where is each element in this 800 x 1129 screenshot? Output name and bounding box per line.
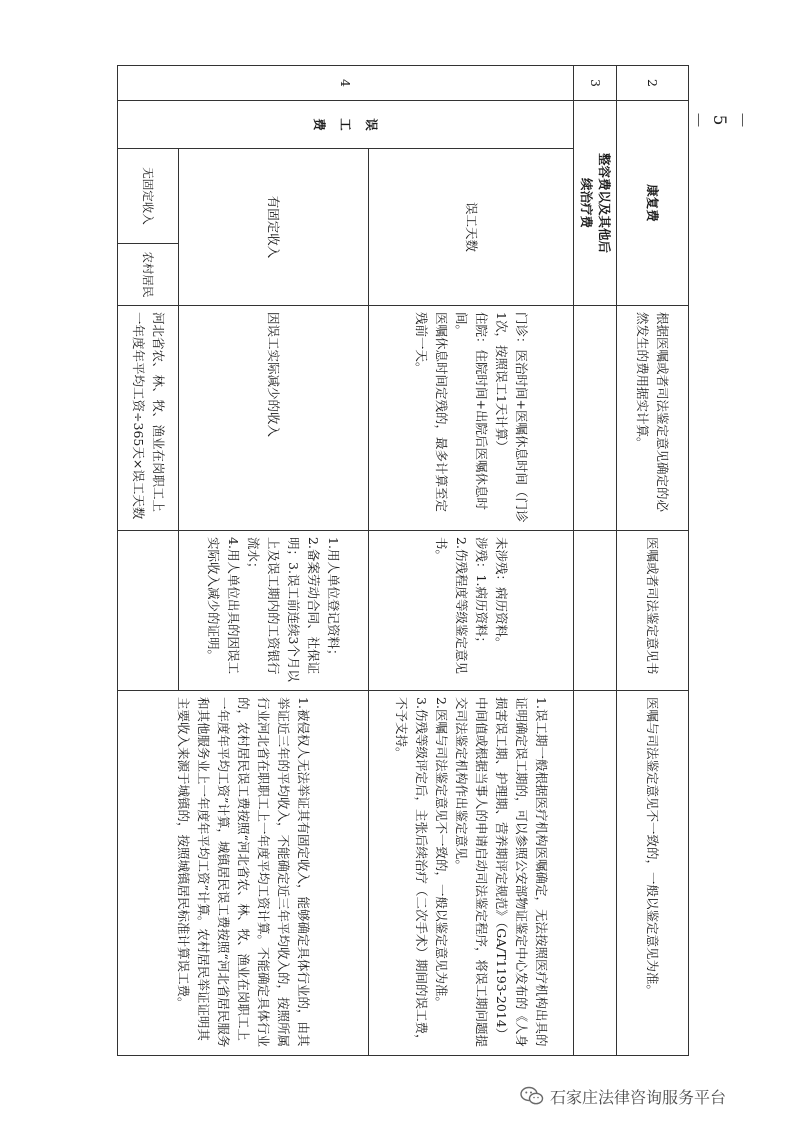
evidence-line: 未涉残：病历资料。	[494, 537, 509, 650]
item-name	[574, 101, 617, 306]
item-name-line: 整容费以及其他后	[597, 153, 612, 254]
notes-cell	[369, 691, 574, 1056]
evidence-line: 4.用人单位出具的因误工实际收入减少的证明。	[206, 537, 242, 674]
notes-cell	[574, 691, 617, 1056]
item-char: 误	[364, 118, 380, 131]
item-name-line: 续治疗费	[579, 178, 594, 229]
notes-cell: 1.被侵权人无法举证其有固定收入，能够确定具体行业的，由其举证近三年的平均收入，不能确定近三年平均收入的，按照所属行业河北省在职职工上一年度平均工资计算。不能确定具体行业的，农村居民误工费按照“河北省农、林、牧、渔业在岗职工上一年度年平均工资”计算，城镇居民误工费按照“河北省居民服务和其他服务业上一年度年平均工资”计算。农村居民举证证明其主要收入来源于城镇的，按照城镇居民标准计算误工费。	[118, 691, 369, 1056]
sub-item-label: 无固定收入	[118, 149, 179, 244]
wechat-icon	[520, 1086, 544, 1106]
rotated-table-wrapper	[119, 65, 689, 1055]
standard-line: 医嘱休息时间定残的，最多计算至定残前一天。	[414, 312, 449, 513]
table-row	[617, 66, 689, 1056]
standard-cell: 因误工实际减少的收入	[179, 306, 369, 531]
evidence-cell: 医嘱或者司法鉴定意见书	[617, 531, 689, 691]
table-row	[179, 66, 369, 1056]
sub-item-sublabel: 农村居民	[118, 244, 179, 306]
evidence-cell	[118, 531, 179, 691]
item-name: 康复费	[617, 101, 689, 306]
notes-cell: 医嘱与司法鉴定意见不一致的，一般以鉴定意见为准。	[617, 691, 689, 1056]
item-name	[118, 101, 574, 149]
row-number: 4	[118, 66, 574, 101]
sub-item-label: 有固定收入	[179, 149, 369, 306]
item-char: 费	[312, 118, 328, 131]
page-number: － 5 －	[687, 111, 751, 129]
standard-cell: 河北省农、林、牧、渔业在岗职工上一年度年平均工资÷365天×误工天数	[118, 306, 179, 531]
evidence-line: 1.用人单位登记资料；	[326, 537, 342, 662]
table-row	[369, 66, 574, 1056]
compensation-table	[117, 65, 689, 1056]
standard-cell	[369, 306, 574, 531]
evidence-cell	[179, 531, 369, 691]
standard-line: 住院：住院时间+出院后医嘱休息时间。	[454, 312, 489, 511]
sub-item-label: 误工天数	[369, 149, 574, 306]
evidence-cell	[574, 531, 617, 691]
standard-cell	[574, 306, 617, 531]
note-line: 1.误工期一般根据医疗机构医嘱确定，无法按照医疗机构出具的证明确定误工期的，可以参照公安部物证鉴定中心发布的《人身损害误工期、护理期、营养期评定规范》（GA/T1193-2014）中间值或根据当事人的申请启动司法鉴定程序，将误工期问题提交司法鉴定机构作出鉴定意见。	[454, 697, 549, 1048]
watermark-text: 石家庄法律咨询服务平台	[550, 1087, 727, 1107]
item-char: 工	[338, 118, 354, 131]
standard-cell: 根据医嘱或者司法鉴定意见确定的必然发生的费用据实计算。	[617, 306, 689, 531]
note-line: 2.医嘱与司法鉴定意见不一致的，一般以鉴定意见为准。	[434, 697, 449, 1009]
row-number: 3	[574, 66, 617, 101]
note-line: 3.伤残等级评定后，主张后续治疗（二次手术）期间的误工费，不予支持。	[394, 697, 429, 1047]
table-row	[574, 66, 617, 1056]
evidence-line: 2.伤残程度等级鉴定意见书。	[434, 537, 469, 674]
evidence-cell	[369, 531, 574, 691]
standard-line: 门诊：医治时间+医嘱休息时间（门诊1次，按照误工1天计算）	[494, 312, 529, 523]
watermark	[520, 1082, 726, 1110]
row-number: 2	[617, 66, 689, 101]
evidence-line: 2.备案劳动合同、社保证明；3.误工前连续3个月以上及误工期内的工资银行流水；	[246, 537, 322, 682]
evidence-line: 涉残：1.病历资料；	[474, 537, 489, 649]
